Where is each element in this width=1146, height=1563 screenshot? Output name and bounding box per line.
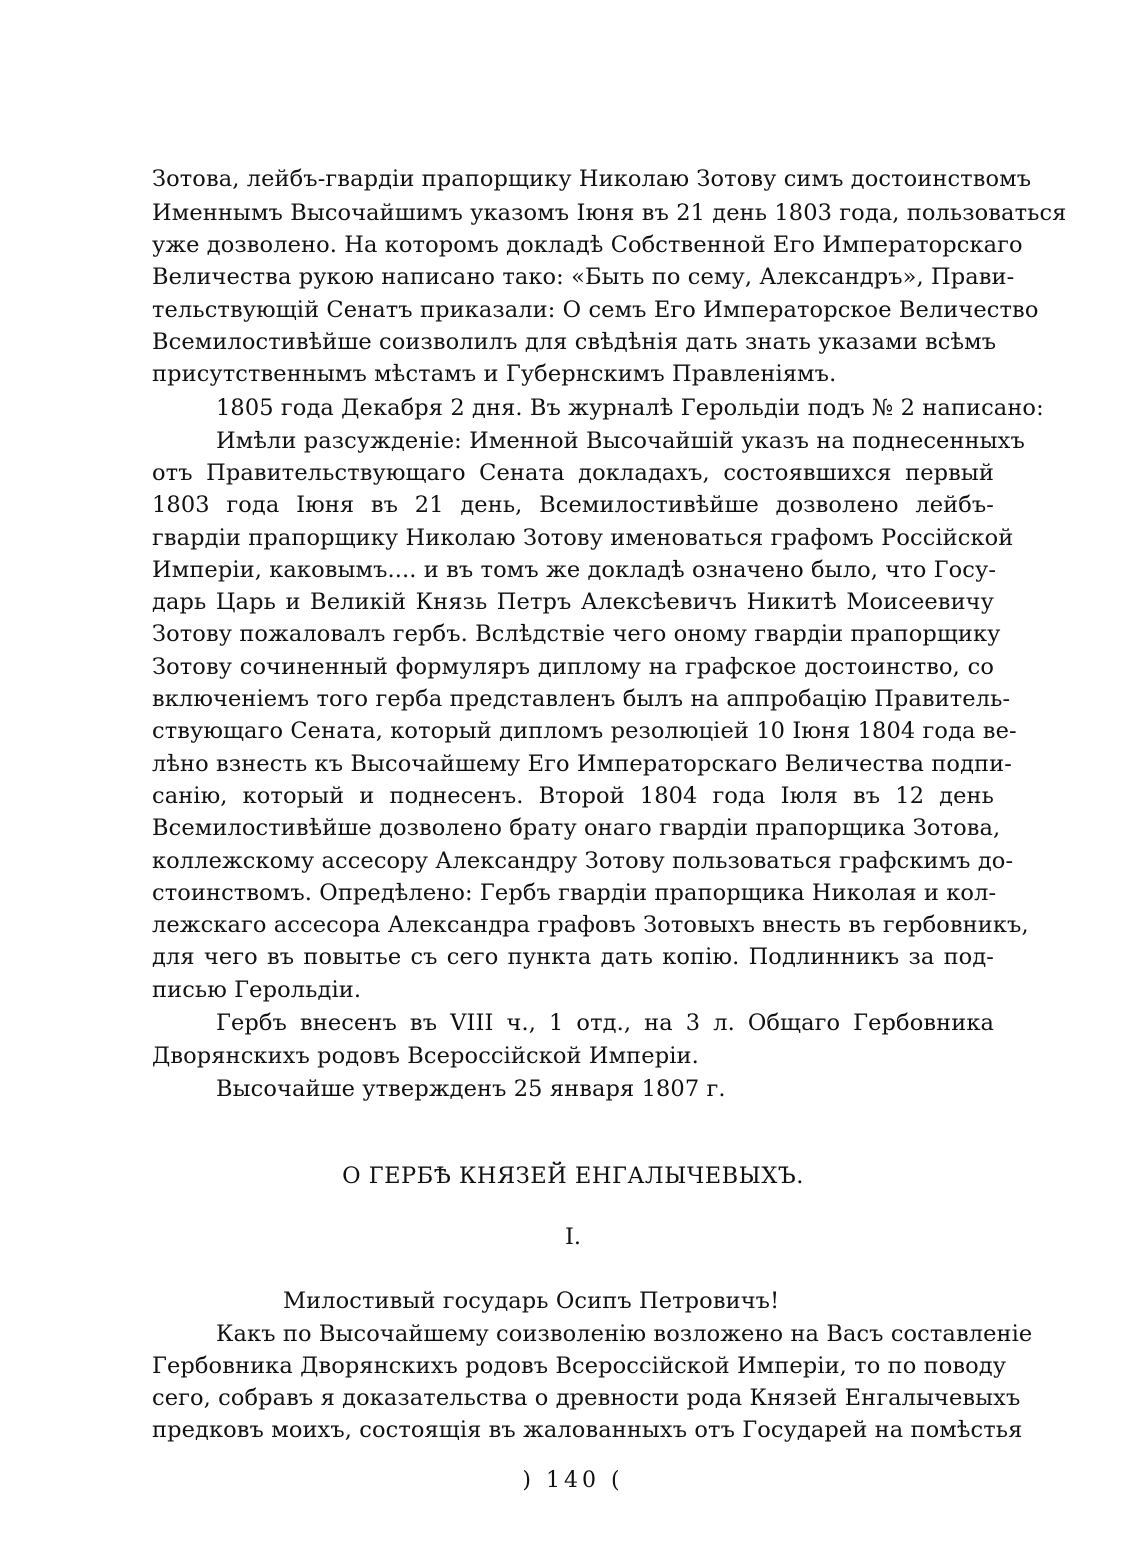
text-line: включеніемъ того герба представленъ былъ на аппробацію Правитель- bbox=[152, 686, 1011, 712]
text-line: предковъ моихъ, состоящія въ жалованныхъ отъ Государей на помѣстья bbox=[152, 1417, 1023, 1443]
letter-salutation: Милостивый государь Осипъ Петровичъ! bbox=[283, 1288, 780, 1314]
text-line: тельствующій Сенатъ приказали: О семъ Его Императорское Величество bbox=[152, 297, 1039, 323]
text-line: уже дозволено. На которомъ докладѣ Собственной Его Императорскаго bbox=[152, 232, 1023, 258]
text-line: ствующаго Сената, который дипломъ резолюціей 10 Іюня 1804 года ве- bbox=[152, 718, 1017, 744]
text-line: Зотова, лейбъ-гвардіи прапорщику Николаю Зотову симъ достоинствомъ bbox=[152, 166, 1032, 192]
text-line: Гербъ внесенъ въ VIII ч., 1 отд., на 3 л. Общаго Гербовника bbox=[216, 1010, 994, 1036]
text-line: Зотову сочиненный формуляръ диплому на графское достоинство, со bbox=[152, 654, 994, 680]
text-line: 1803 года Іюня въ 21 день, Всемилостивѣйше дозволено лейбъ- bbox=[152, 492, 994, 518]
text-line: Именнымъ Высочайшимъ указомъ Іюня въ 21 день 1803 года, пользоваться bbox=[152, 200, 1067, 226]
text-line: стоинствомъ. Опредѣлено: Гербъ гвардіи прапорщика Николая и кол- bbox=[152, 880, 997, 906]
text-line: лѣно взнесть къ Высочайшему Его Императорскаго Величества подпи- bbox=[152, 751, 1012, 777]
text-line: присутственнымъ мѣстамъ и Губернскимъ Правленіямъ. bbox=[152, 361, 837, 387]
text-line: Имѣли разсужденіе: Именной Высочайшій указъ на поднесенныхъ bbox=[216, 428, 1025, 454]
section-heading: О ГЕРБѢ КНЯЗЕЙ ЕНГАЛЫЧЕВЫХЪ. bbox=[342, 1163, 804, 1189]
page-number: ) 140 ( bbox=[522, 1468, 624, 1493]
text-line: дарь Царь и Великій Князь Петръ Алексѣевичъ Никитѣ Моисеевичу bbox=[152, 589, 994, 615]
text-line: Имперіи, каковымъ.... и въ томъ же докладѣ означено было, что Госу- bbox=[152, 557, 997, 583]
text-line: Всемилостивѣйше соизволилъ для свѣдѣнія дать знать указами всѣмъ bbox=[152, 329, 997, 355]
text-line: Дворянскихъ родовъ Всероссійской Имперіи. bbox=[152, 1043, 699, 1069]
text-line: Всемилостивѣйше дозволено брату онаго гвардіи прапорщика Зотова, bbox=[152, 815, 1001, 841]
text-line: санію, который и поднесенъ. Второй 1804 года Іюля въ 12 день bbox=[152, 783, 994, 809]
text-line: гвардіи прапорщику Николаю Зотову именоваться графомъ Россійской bbox=[152, 525, 1014, 551]
text-line: писью Герольдіи. bbox=[152, 977, 362, 1003]
text-line: Гербовника Дворянскихъ родовъ Всероссійской Имперіи, то по поводу bbox=[152, 1353, 1007, 1379]
text-line: Зотову пожаловалъ гербъ. Вслѣдствіе чего оному гвардіи прапорщику bbox=[152, 621, 1001, 647]
text-line: лежскаго ассесора Александра графовъ Зотовыхъ внесть въ гербовникъ, bbox=[152, 912, 1029, 938]
text-line: отъ Правительствующаго Сената докладахъ, состоявшихся первый bbox=[152, 460, 994, 486]
text-line: коллежскому ассесору Александру Зотову пользоваться графскимъ до- bbox=[152, 848, 1014, 874]
text-line: Какъ по Высочайшему соизволенію возложено на Васъ составленіе bbox=[216, 1321, 1033, 1347]
text-line: сего, собравъ я доказательства о древности рода Князей Енгалычевыхъ bbox=[152, 1385, 1021, 1411]
section-number: I. bbox=[564, 1224, 582, 1250]
text-line: 1805 года Декабря 2 дня. Въ журналѣ Герольдіи подъ № 2 написано: bbox=[216, 395, 1044, 421]
text-line: Высочайше утвержденъ 25 января 1807 г. bbox=[216, 1076, 726, 1102]
text-line: Величества рукою написано тако: «Быть по сему, Александръ», Прави- bbox=[152, 264, 1015, 290]
text-line: для чего въ повытье съ сего пункта дать копію. Подлинникъ за под- bbox=[152, 944, 994, 970]
